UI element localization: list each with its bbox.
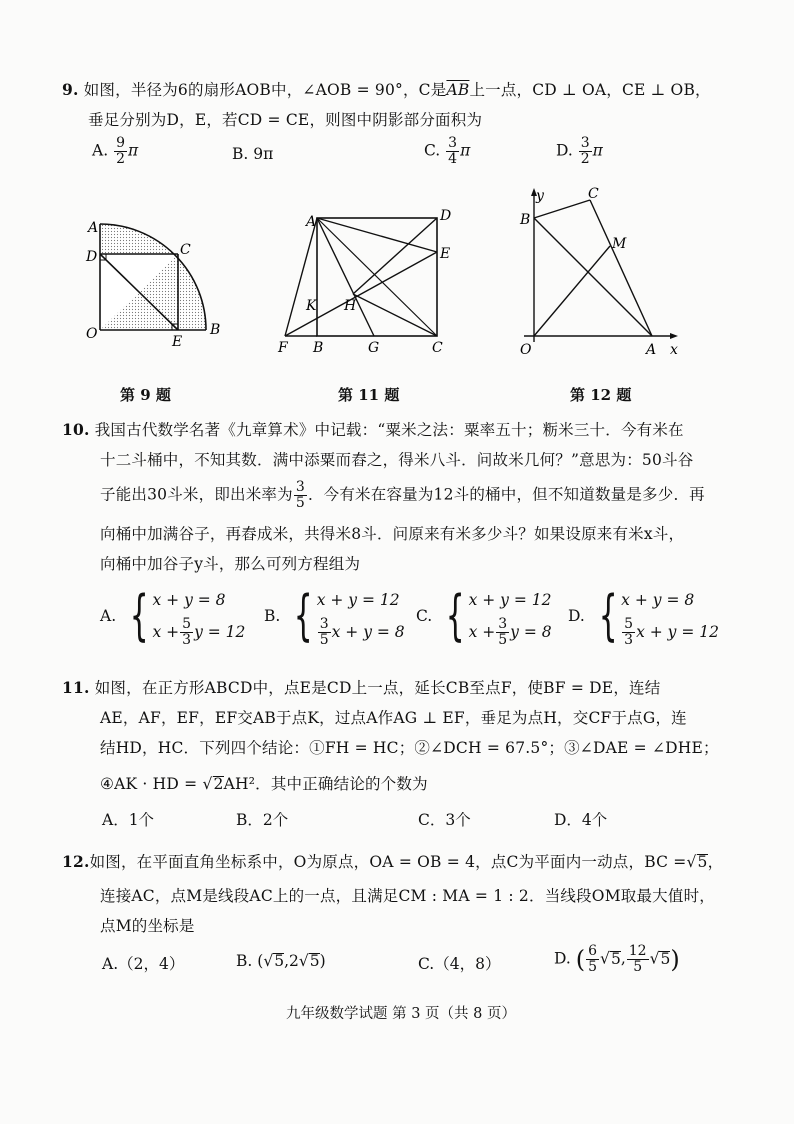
q9-option-d[interactable]: D. $\frac{3}{2}$ π <box>556 135 603 167</box>
label-d: D <box>86 249 98 265</box>
q10-number: 10. <box>62 420 90 439</box>
figure-9 <box>80 212 240 352</box>
label-a: A <box>646 342 657 358</box>
label-y: y <box>536 188 544 204</box>
q11-option-b[interactable]: B．2个 <box>236 811 289 829</box>
q9-line1 <box>62 78 711 100</box>
q10-line5: 向桶中加谷子y斗，那么可列方程组为 <box>100 555 361 573</box>
q9-option-c[interactable]: C. $\frac{3}{4}$ π <box>424 135 471 167</box>
q10-line1: 10. 我国古代数学名著《九章算术》中记载：“粟米之法：粟率五十；粝米三十．今有米在 <box>62 420 684 439</box>
q12-option-a[interactable]: A.（2，4） <box>102 955 185 973</box>
label-d: D <box>440 208 452 224</box>
fig12-caption: 第 12 题 <box>570 386 632 404</box>
label-k: K <box>306 298 317 314</box>
q11-number: 11. <box>62 678 90 697</box>
q11-line3: 结HD，HC．下列四个结论：①FH = HC；②∠DCH = 67.5°；③∠DAE = ∠DHE； <box>100 739 719 757</box>
q11-option-d[interactable]: D．4个 <box>554 811 608 829</box>
q12-option-b[interactable]: B. (√5,2√5) <box>236 952 326 970</box>
q12-line1: 12.如图，在平面直角坐标系中，O为原点，OA = OB = 4，点C为平面内一动点，BC =√5， <box>62 852 724 871</box>
q9-number: 9. <box>62 80 79 99</box>
page-footer: 九年级数学试题 第 3 页（共 8 页） <box>286 1006 516 1022</box>
q9-option-b[interactable]: B. 9π <box>232 145 274 163</box>
label-b: B <box>520 212 531 228</box>
label-c: C <box>432 340 443 352</box>
label-b: B <box>313 340 324 352</box>
q11-option-c[interactable]: C．3个 <box>418 811 471 829</box>
q9-arc: $\overline{AB}$ <box>446 81 470 99</box>
fig9-caption: 第 9 题 <box>120 386 171 404</box>
q10-line4: 向桶中加满谷子，再舂成米，共得米8斗．问原来有米多少斗？如果设原来有米x斗， <box>100 525 685 543</box>
label-o: O <box>86 326 98 342</box>
q12-option-d[interactable]: D. ( $\frac{6}{5}$ √5, $\frac{12}{5}$ √5) <box>554 943 680 975</box>
figure-11 <box>270 206 455 352</box>
label-o: O <box>520 342 532 358</box>
q11-line2: AE，AF，EF，EF交AB于点K，过点A作AG ⊥ EF，垂足为点H，交CF于点G，连 <box>100 709 687 727</box>
q10-line2: 十二斗桶中，不知其数．满中添粟而舂之，得米八斗．问故米几何？”意思为：50斗谷 <box>100 451 694 469</box>
label-m: M <box>612 236 627 252</box>
q9-line2: 垂足分别为D，E，若CD = CE，则图中阴影部分面积为 <box>88 111 483 129</box>
q12-option-c[interactable]: C.（4，8） <box>418 955 501 973</box>
label-h: H <box>344 298 357 314</box>
label-e: E <box>172 334 183 350</box>
q12-number: 12. <box>62 852 90 871</box>
q9-option-a[interactable]: A. $\frac{9}{2}$ π <box>92 135 139 167</box>
label-a: A <box>88 220 99 236</box>
q9-text1b: 上一点，CD ⊥ OA，CE ⊥ OB， <box>469 81 711 99</box>
q10-line3: 子能出30斗米，即出米率为 $\frac{3}{5}$ ．今有米在容量为12斗的桶中，但不知道数量是多少．再 <box>100 479 705 511</box>
label-c: C <box>588 186 599 202</box>
label-a: A <box>306 214 317 230</box>
figure-12 <box>510 186 690 362</box>
label-g: G <box>368 340 380 352</box>
q10-option-c[interactable]: C. { x + y = 12 x + $\frac{3}{5}$ y = 8 <box>416 584 552 648</box>
q10-option-d[interactable]: D. { x + y = 8 $\frac{5}{3}$ x + y = 12 <box>568 584 719 648</box>
q11-line1: 11. 如图，在正方形ABCD中，点E是CD上一点，延长CB至点F，使BF = DE，连结 <box>62 678 661 697</box>
q10-option-b[interactable]: B. { x + y = 12 $\frac{3}{5}$ x + y = 8 <box>264 584 405 648</box>
q12-line3: 点M的坐标是 <box>100 917 195 935</box>
label-c: C <box>180 242 191 258</box>
q12-line2: 连接AC，点M是线段AC上的一点，且满足CM : MA = 1 : 2．当线段OM取最大值时， <box>100 887 715 905</box>
label-e: E <box>440 246 451 262</box>
q10-option-a[interactable]: A. { x + y = 8 x + $\frac{5}{3}$ y = 12 <box>100 584 246 648</box>
label-f: F <box>278 340 288 352</box>
label-x: x <box>670 342 678 358</box>
q11-line4: ④AK · HD = √2AH²．其中正确结论的个数为 <box>100 775 428 793</box>
label-b: B <box>210 322 221 338</box>
q11-option-a[interactable]: A．1个 <box>102 811 155 829</box>
fig11-caption: 第 11 题 <box>338 386 400 404</box>
q9-text1: 如图，半径为6的扇形AOB中，∠AOB = 90°，C是 <box>83 81 447 99</box>
